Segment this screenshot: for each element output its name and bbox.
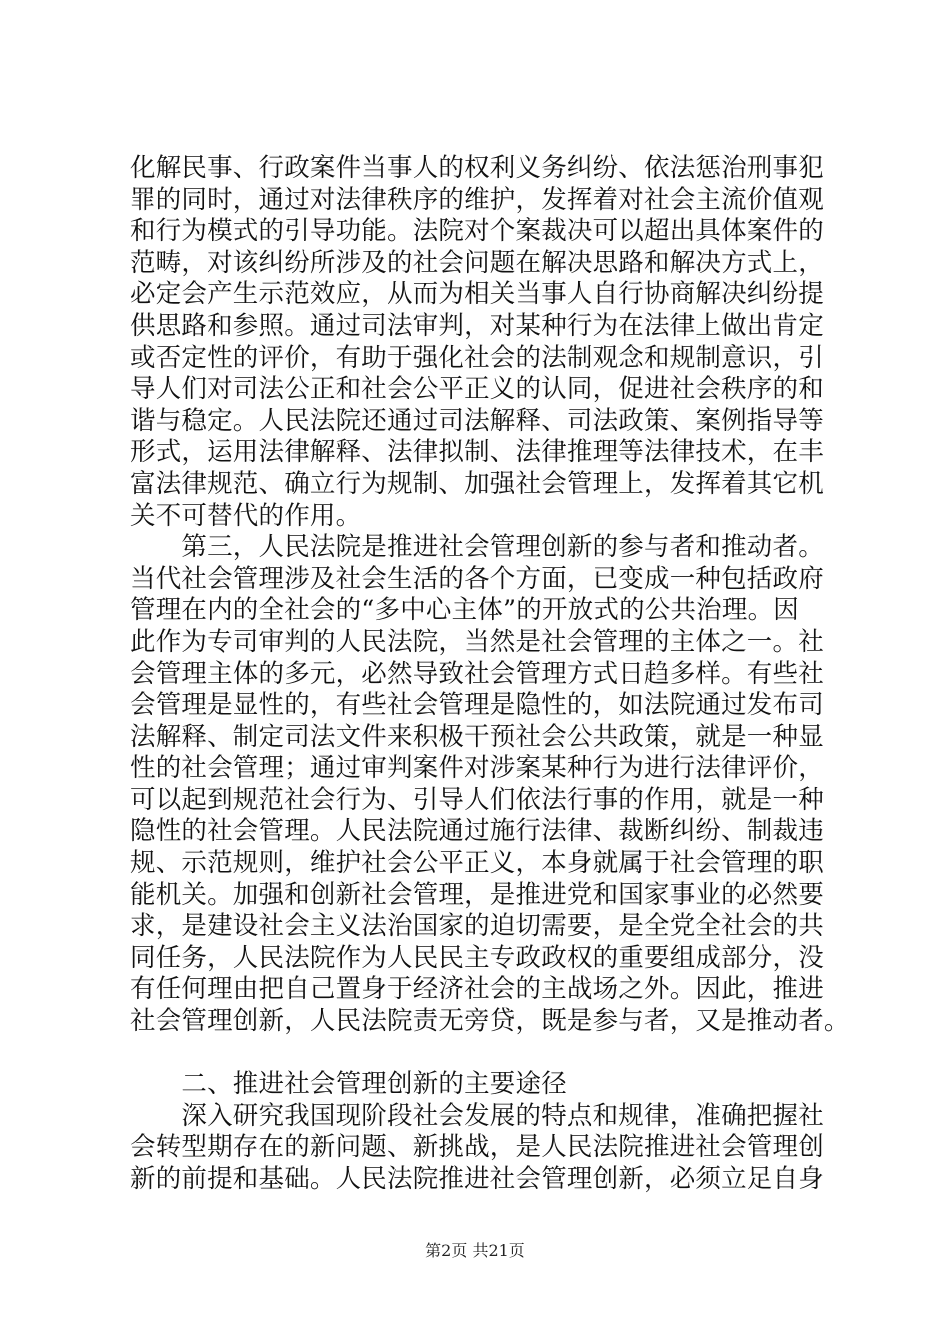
text-line: 有任何理由把自己置身于经济社会的主战场之外。因此，推进	[130, 974, 824, 1005]
page-number-footer: 第2页 共21页	[425, 1241, 525, 1260]
text-line: 罪的同时，通过对法律秩序的维护，发挥着对社会主流价值观	[130, 184, 824, 215]
text-line: 能机关。加强和创新社会管理，是推进党和国家事业的必然要	[130, 879, 824, 910]
text-line: 管理在内的全社会的“多中心主体”的开放式的公共治理。因	[130, 595, 799, 626]
document-body	[130, 153, 850, 1196]
text-line: 或否定性的评价，有助于强化社会的法制观念和规制意识，引	[130, 342, 824, 373]
text-line: 富法律规范、确立行为规制、加强社会管理上，发挥着其它机	[130, 468, 824, 499]
text-line: 规、示范规则，维护社会公平正义，本身就属于社会管理的职	[130, 848, 824, 879]
text-line: 必定会产生示范效应，从而为相关当事人自行协商解决纠纷提	[130, 279, 824, 310]
paragraph-block-1	[130, 153, 850, 1038]
blank-line	[130, 1038, 830, 1070]
text-line: 会管理主体的多元，必然导致社会管理方式日趋多样。有些社	[130, 658, 824, 689]
text-line: 范畴，对该纠纷所涉及的社会问题在解决思路和解决方式上，	[130, 247, 824, 278]
text-line: 会转型期存在的新问题、新挑战，是人民法院推进社会管理创	[130, 1132, 824, 1163]
paragraph-block-2	[130, 1101, 830, 1196]
text-line: 求，是建设社会主义法治国家的迫切需要，是全党全社会的共	[130, 911, 824, 942]
text-line: 法解释、制定司法文件来积极干预社会公共政策，就是一种显	[130, 721, 824, 752]
text-line: 当代社会管理涉及社会生活的各个方面，已变成一种包括政府	[130, 563, 824, 594]
text-line: 和行为模式的引导功能。法院对个案裁决可以超出具体案件的	[130, 216, 824, 247]
text-line: 同任务，人民法院作为人民民主专政政权的重要组成部分，没	[130, 942, 824, 973]
text-line: 第三，人民法院是推进社会管理创新的参与者和推动者。	[130, 532, 824, 563]
text-line: 此作为专司审判的人民法院，当然是社会管理的主体之一。社	[130, 626, 824, 657]
text-line: 深入研究我国现阶段社会发展的特点和规律，准确把握社	[130, 1100, 824, 1131]
section-heading: 二、推进社会管理创新的主要途径	[130, 1069, 567, 1100]
text-line: 会管理是显性的，有些社会管理是隐性的，如法院通过发布司	[130, 690, 824, 721]
text-line: 新的前提和基础。人民法院推进社会管理创新，必须立足自身	[130, 1164, 824, 1194]
text-line: 化解民事、行政案件当事人的权利义务纠纷、依法惩治刑事犯	[130, 153, 824, 183]
text-line: 导人们对司法公正和社会公平正义的认同，促进社会秩序的和	[130, 374, 824, 405]
text-line: 关不可替代的作用。	[130, 500, 362, 531]
text-line: 隐性的社会管理。人民法院通过施行法律、裁断纠纷、制裁违	[130, 816, 824, 847]
text-line: 供思路和参照。通过司法审判，对某种行为在法律上做出肯定	[130, 310, 824, 341]
text-line: 性的社会管理；通过审判案件对涉案某种行为进行法律评价，	[130, 753, 824, 784]
text-line: 形式，运用法律解释、法律拟制、法律推理等法律技术，在丰	[130, 437, 824, 468]
text-line: 社会管理创新，人民法院责无旁贷，既是参与者，又是推动者。	[130, 1006, 850, 1037]
text-line: 可以起到规范社会行为、引导人们依法行事的作用，就是一种	[130, 784, 824, 815]
text-line: 谐与稳定。人民法院还通过司法解释、司法政策、案例指导等	[130, 405, 824, 436]
